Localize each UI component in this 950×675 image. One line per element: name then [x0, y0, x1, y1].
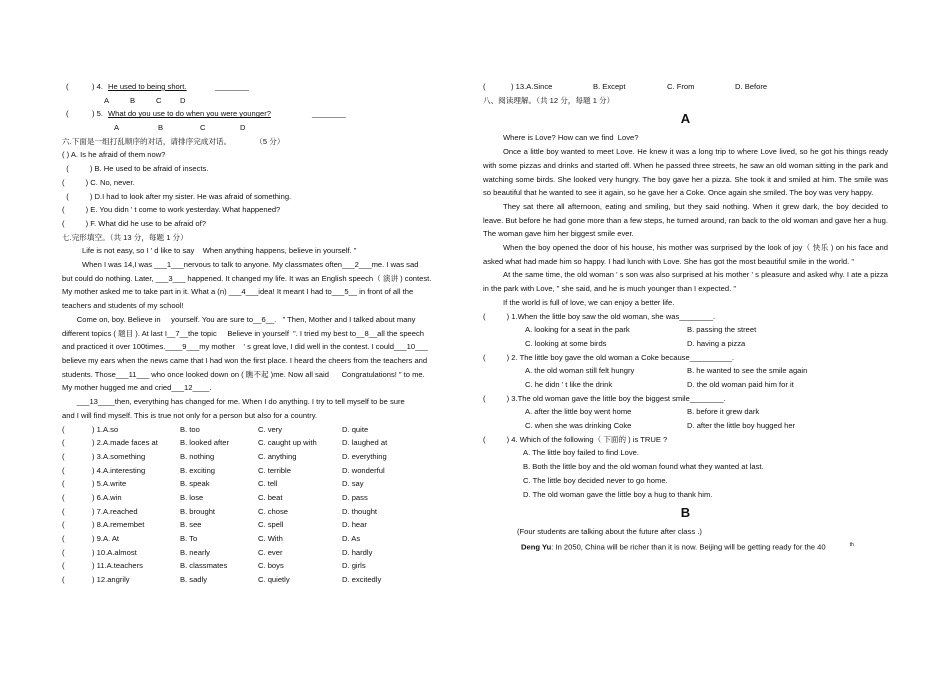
dialog-line: ( ) E. You didn ' t come to work yesterday. What happened? — [62, 205, 281, 215]
dialog-line: ( ) A. Is he afraid of them now? — [62, 150, 166, 160]
cloze-line: Come on, boy. Believe in yourself. You are sure to__6__. ” Then, Mother and I talked about many — [62, 314, 416, 324]
question-4: ( ) 4. He used to being short. ________ — [62, 80, 462, 94]
reading-q4-option: C. The little boy decided never to go home. — [523, 475, 668, 485]
dialog-line: ( ) F. What did he use to be afraid of? — [62, 218, 206, 228]
cloze-choice-row: ( ) 5.A.write B. speak C. tell D. say — [62, 479, 364, 489]
cloze-line: When I was 14,I was ___1___nervous to talk to anyone. My classmates often___2___me. I was sad — [82, 260, 419, 270]
passage-a-paragraph: At the same time, the old woman ' s son was also surprised at his mother ' s pleasure and asked why. I ate a pizza in the park with Love, ” she said, and he is much younger than I expected. ” — [483, 270, 888, 294]
question-5-options: A B C D — [114, 123, 246, 133]
passage-a-paragraph: Once a little boy wanted to meet Love. He knew it was a long trip to where Love lived, so he got his things ready with some pizzas and drinks and started off. When he passed three streets, he saw an old woman sitting in the park and watching some birds. She looked very hungry. The boy gave her a pizza. She took it and smiled at him. The smile was so beautiful that he wanted to see it again, so he gave her a Coke. Once again she smiled. The boy was very happy. — [483, 147, 888, 198]
left-column — [62, 80, 462, 587]
section-8-title: 八、阅读理解。（共 12 分，每题 1 分） — [483, 95, 615, 105]
passage-b-intro: (Four students are talking about the future after class .) — [517, 527, 702, 537]
reading-q4-option: D. The old woman gave the little boy a hug to thank him. — [523, 489, 713, 499]
reading-option-row: C. when she was drinking Coke D. after the little boy hugged her — [525, 421, 796, 431]
cloze-line: My mother asked me to take part in it. What a (n) ___4___idea! It meant I had to___5__ in front of all the — [62, 287, 414, 297]
reading-option-row: A. after the little boy went home B. before it grew dark — [525, 407, 760, 417]
question-4-options: A B C D — [104, 95, 186, 105]
passage-a-question: Where is Love? How can we find Love? — [503, 133, 639, 143]
right-column — [483, 80, 888, 554]
cloze-line: different topics ( 题目 ). At last I__7__the topic Believe in yourself ”. I tried my best to__8__all the speech — [62, 328, 425, 338]
cloze-line: students. Those___11___ who once looked down on ( 瞧不起 )me. Now all said Congratulations! ” to me. — [62, 369, 425, 379]
cloze-choices — [62, 423, 462, 587]
cloze-choice-row: ( ) 8.A.remembet B. see C. spell D. hear — [62, 520, 367, 530]
cloze-title: Life is not easy, so I ' d like to say When anything happens, believe in yourself. ” — [82, 246, 357, 256]
reading-question-1: ( ) 1.When the little boy saw the old woman, she was________. — [483, 311, 716, 321]
cloze-choice-row: ( ) 1.A.so B. too C. very D. quite — [62, 424, 369, 434]
reading-option-row: C. looking at some birds D. having a pizza — [525, 338, 746, 348]
cloze-line: and practiced it over 100times.____9___my mother ' s great love, I did well in the contest. I could___10___ — [62, 342, 428, 352]
cloze-choice-row: ( ) 3.A.something B. nothing C. anything D. everything — [62, 451, 387, 461]
dialog-line: ( ) D.I had to look after my sister. He was afraid of something. — [62, 191, 292, 201]
cloze-line: ___13____then, everything has changed for me. When I do anything. I try to tell myself to be sure — [62, 397, 405, 407]
reading-q4-option: B. Both the little boy and the old woman found what they wanted at last. — [523, 462, 764, 472]
passage-b-heading: B — [680, 505, 691, 521]
passage-a-paragraph: They sat there all afternoon, eating and smiling, but they said nothing. When it grew dark, the boy decided to leave. But before he had gone more than a few steps, he turned around, ran back to the old woman and gave her a hug. The woman gave him her biggest smile ever. — [483, 201, 888, 239]
passage-b-line: Deng Yu: In 2050, China will be richer than it is now. Beijing will be getting ready for the 40 $^{th}$ — [521, 541, 854, 552]
cloze-line: and I will find myself. This is true not only for a person but also for a country. — [62, 410, 318, 420]
cloze-choice-row: ( ) 10.A.almost B. nearly C. ever D. hardly — [62, 547, 373, 557]
cloze-line: teachers and students of my school! — [62, 301, 184, 311]
cloze-choice-row: ( ) 4.A.interesting B. exciting C. terrible D. wonderful — [62, 465, 385, 475]
cloze-line: but could do nothing. Later, ___3___ happened. It changed my life. It was an English speech（ 演讲 ) contest. — [62, 273, 432, 283]
reading-option-row: A. looking for a seat in the park B. passing the street — [525, 325, 757, 335]
reading-question-4: ( ) 4. Which of the following（ 下面的 ) is TRUE ? — [483, 434, 668, 444]
reading-question-2: ( ) 2. The little boy gave the old woman a Coke because__________. — [483, 352, 735, 362]
dialog-line: ( ) B. He used to be afraid of insects. — [62, 164, 209, 174]
cloze-choice-row: ( ) 6.A.win B. lose C. beat D. pass — [62, 492, 368, 502]
passage-a-paragraph: When the boy opened the door of his house, his mother was surprised by the look of joy（ 快乐 ) on his face and asked what had made him so happy. I had lunch with Love. She has got the most beautiful smile in the world. ” — [483, 243, 888, 266]
cloze-choice-row: ( ) 11.A.teachers B. classmates C. boys D. girls — [62, 561, 366, 571]
section-7-title: 七.完形填空。（共 13 分，每题 1 分） — [62, 232, 188, 242]
question-5: ( ) 5. What do you use to do when you were younger? ________ — [62, 107, 462, 121]
reading-option-row: A. the old woman still felt hungry B. he wanted to see the smile again — [525, 366, 808, 376]
reading-option-row: C. he didn ' t like the drink D. the old woman paid him for it — [525, 380, 794, 389]
cloze-line: believe my ears when the news came that I had won the first place. I heard the cheers from the teachers and — [62, 356, 428, 365]
dialog-line: ( ) C. No, never. — [62, 177, 135, 187]
reading-question-3: ( ) 3.The old woman gave the little boy the biggest smile________. — [483, 393, 726, 403]
passage-a-heading: A — [680, 111, 691, 127]
question-5-text: What do you use to do when you were younger? — [108, 109, 271, 119]
cloze-question-13: ( ) 13.A.Since B. Except C. From D. Before — [483, 82, 768, 91]
reading-q4-option: A. The little boy failed to find Love. — [523, 448, 639, 458]
reading-questions — [483, 310, 888, 433]
cloze-choice-row: ( ) 2.A.made faces at B. looked after C. caught up with D. laughed at — [62, 438, 388, 448]
cloze-choice-row: ( ) 7.A.reached B. brought C. chose D. thought — [62, 506, 378, 516]
question-4-text: He used to being short. — [108, 82, 187, 91]
speaker-name: Deng Yu — [521, 542, 552, 552]
cloze-choice-row: ( ) 12.angrily B. sadly C. quietly D. excitedly — [62, 575, 382, 585]
cloze-choice-row: ( ) 9.A. At B. To C. With D. As — [62, 534, 361, 544]
section-6-title: 六.下面是一组打乱顺序的对话，请排序完成对话。 （5 分） — [62, 136, 285, 146]
passage-a-paragraph: If the world is full of love, we can enjoy a better life. — [503, 297, 675, 307]
cloze-line: My mother hugged me and cried___12____. — [62, 383, 212, 393]
